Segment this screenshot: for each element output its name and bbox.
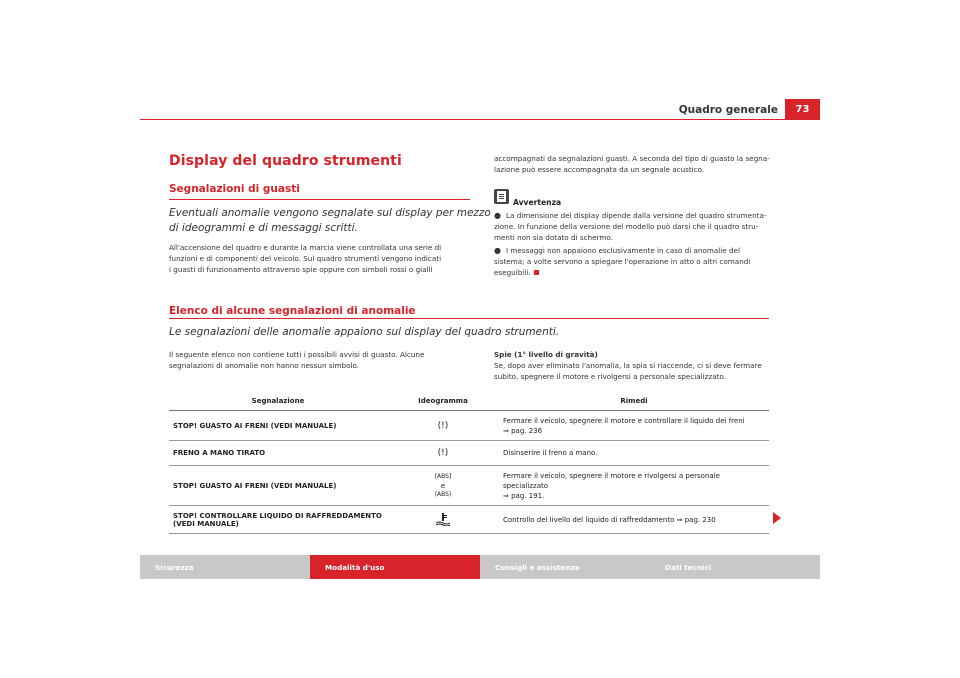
brake-warning-glyph: (!) [437, 420, 449, 431]
body-line: lazione può essere accompagnata da un segnale acustico. [494, 165, 705, 174]
parking-brake-glyph: (!) [437, 448, 449, 458]
message-line: (VEDI MANUALE) [173, 519, 239, 528]
continued-text [494, 153, 774, 175]
section-subtitle [169, 206, 491, 236]
body-line: funzioni e di componenti del veicolo. Sul quadro strumenti vengono indicati [169, 254, 442, 263]
note-bullets [494, 210, 779, 278]
footer-tab-consigli[interactable] [480, 555, 650, 579]
remedy-cell [499, 411, 769, 441]
footer-tab-label: Sicurezza [155, 562, 194, 572]
table-row [169, 441, 769, 466]
remedy-line: Controllo del livello del liquido di raffreddamento ⇒ pag. 230 [503, 515, 716, 524]
message-cell: STOP! GUASTO AI FRENI (VEDI MANUALE) [169, 411, 387, 441]
coolant-temperature-icon [387, 506, 499, 534]
abs-glyph: (ABS) [434, 490, 452, 498]
section-body [169, 242, 474, 275]
note-bullet [494, 245, 779, 256]
column-header: Rimedi [499, 392, 769, 411]
column-header: Segnalazione [169, 392, 387, 411]
body-line: eseguibili. [494, 268, 531, 277]
running-header-title: Quadro generale [678, 104, 778, 116]
bullet-icon: ● [494, 211, 501, 220]
abs-brake-icons [387, 466, 499, 506]
note-title: Avvertenza [513, 198, 562, 207]
section2-left-text [169, 349, 474, 371]
footer-tab-sicurezza[interactable] [140, 555, 310, 579]
body-line: Se, dopo aver eliminato l'anomalia, la spia si riaccende, ci si deve fermare [494, 361, 762, 370]
warning-level-title: Spie (1° livello di gravità) [494, 350, 598, 359]
end-of-section-icon [534, 270, 539, 275]
note-bullet [494, 210, 779, 221]
footer-tab-dati-tecnici[interactable] [650, 555, 820, 579]
table-row [169, 466, 769, 506]
message-cell: FRENO A MANO TIRATO [169, 441, 387, 466]
page-title: Display del quadro strumenti [169, 153, 402, 169]
body-line: i guasti di funzionamento attraverso spie oppure con simboli rossi o gialli [169, 265, 433, 274]
footer-tab-label: Modalità d'uso [325, 562, 385, 572]
message-cell [169, 506, 387, 534]
footer-tab-label: Dati tecnici [665, 562, 712, 572]
subtitle-line: di ideogrammi e di messaggi scritti. [169, 222, 358, 234]
table-header-row [169, 392, 769, 411]
section-heading-guasti: Segnalazioni di guasti [169, 183, 300, 195]
body-line: zione. In funzione della versione del modello può darsi che il quadro stru- [494, 222, 759, 231]
fault-messages-table [169, 392, 769, 534]
message-cell: STOP! GUASTO AI FRENI (VEDI MANUALE) [169, 466, 387, 506]
section-heading-elenco: Elenco di alcune segnalazioni di anomalie [169, 305, 416, 317]
footer-tab-modalita-uso[interactable] [310, 555, 480, 579]
parking-brake-icon [387, 441, 499, 466]
header-rule [140, 119, 820, 120]
table-row [169, 411, 769, 441]
remedy-line: Disinserire il freno a mano. [503, 449, 598, 457]
body-line: menti non sia dotato di schermo. [494, 233, 613, 242]
body-line: sistema; a volte servono a spiegare l'operazione in atto o altri comandi [494, 257, 751, 266]
bullet-icon: ● [494, 246, 501, 255]
table-row [169, 506, 769, 534]
remedy-line: ⇒ pag. 191. [503, 491, 545, 500]
page-number: 73 [785, 99, 820, 119]
body-line: All'accensione del quadro e durante la marcia viene controllata una serie di [169, 243, 442, 252]
next-page-arrow-icon [773, 512, 781, 524]
body-line: accompagnati da segnalazioni guasti. A seconda del tipo di guasto la segna- [494, 154, 770, 163]
abs-glyph: [ABS] [434, 472, 452, 480]
section-rule [169, 199, 470, 200]
body-line: Il seguente elenco non contiene tutti i possibili avvisi di guasto. Alcune [169, 350, 425, 359]
remedy-cell [499, 441, 769, 466]
remedy-line: Fermare il veicolo, spegnere il motore e controllare il liquido dei freni [503, 416, 745, 425]
section-rule [169, 318, 769, 319]
section2-right-text [494, 349, 779, 382]
body-line: La dimensione del display dipende dalla versione del quadro strumenta- [506, 211, 767, 220]
remedy-cell [499, 506, 769, 534]
body-line: subito, spegnere il motore e rivolgersi a personale specializzato. [494, 372, 726, 381]
note-icon [494, 189, 509, 204]
body-line: segnalazioni di anomalie non hanno nessun simbolo. [169, 361, 360, 370]
remedy-line: ⇒ pag. 236 [503, 426, 543, 435]
column-header: Ideogramma [387, 392, 499, 411]
body-line: I messaggi non appaiono esclusivamente in caso di anomalie del [506, 246, 740, 255]
brake-warning-icon [387, 411, 499, 441]
message-line: STOP! CONTROLLARE LIQUIDO DI RAFFREDDAMENTO [173, 511, 382, 520]
footer-tab-label: Consigli e assistenza [495, 562, 580, 572]
section-subtitle: Le segnalazioni delle anomalie appaiono sul display del quadro strumenti. [169, 326, 560, 338]
subtitle-line: Eventuali anomalie vengono segnalate sul display per mezzo [169, 207, 491, 219]
remedy-line: Fermare il veicolo, spegnere il motore e rivolgersi a personale specializzato [503, 471, 720, 490]
remedy-cell [499, 466, 769, 506]
glyph-separator: e [440, 481, 446, 490]
